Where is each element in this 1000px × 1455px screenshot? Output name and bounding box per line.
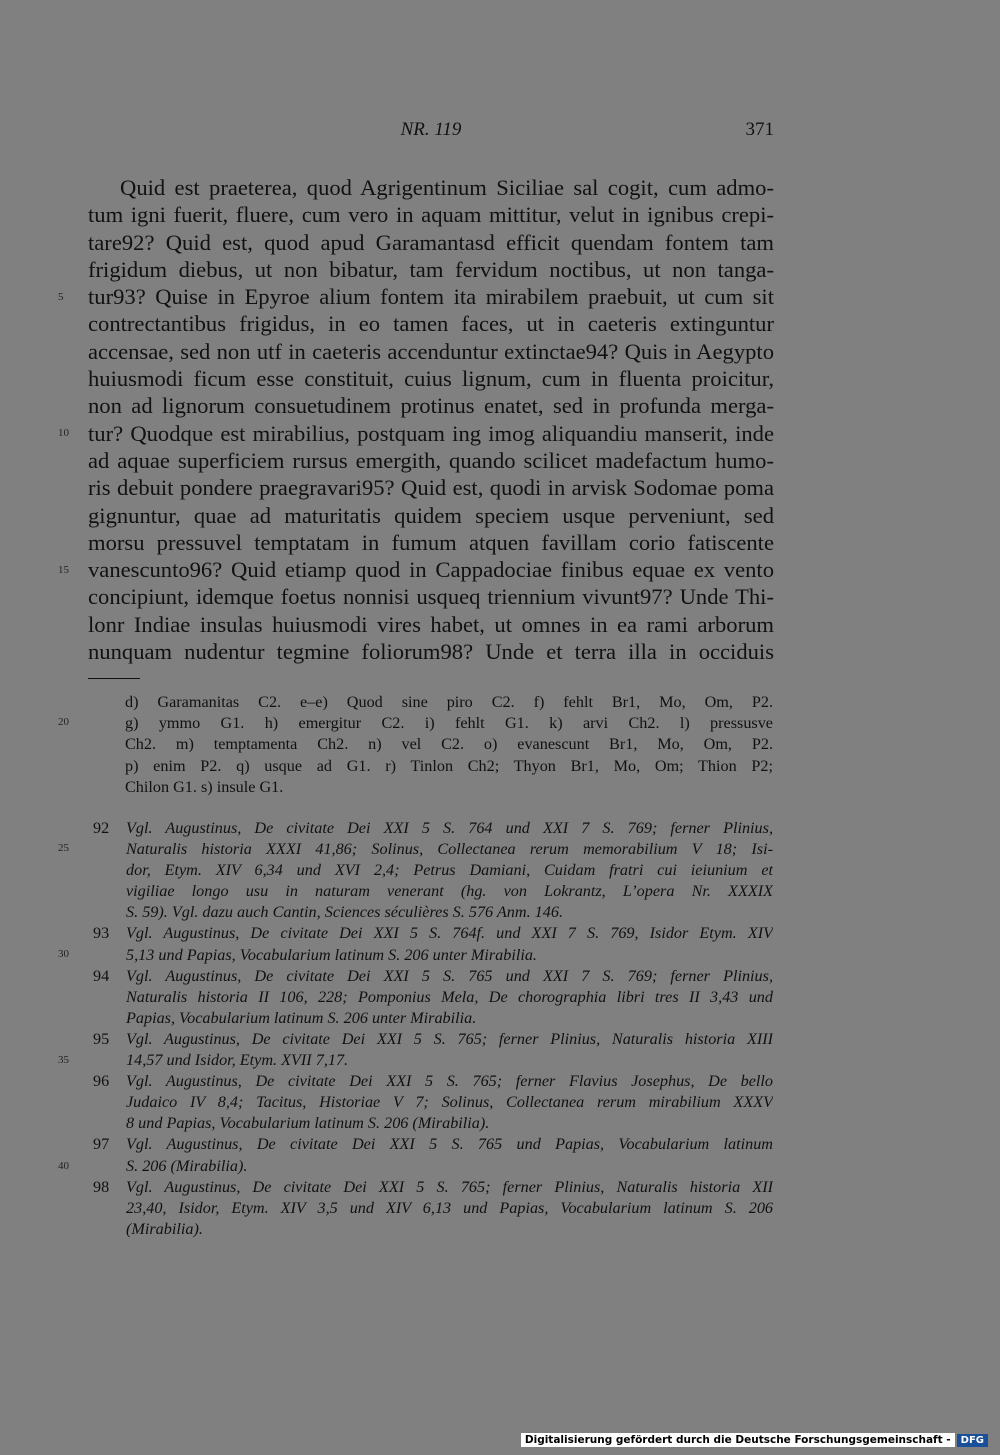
footnote-line: Naturalis historia II 106, 228; Pomponius Mela, De chorographia libri tres II 3,43 und [126, 987, 773, 1006]
text-line: concipiunt, idemque foetus nonnisi usqueq triennium vivunt97? Unde Thi- [88, 584, 774, 610]
footnote-number: 92 [93, 819, 110, 837]
apparatus-line: g) ymmo G1. h) emergitur C2. i) fehlt G1. k) arvi Ch2. l) pressusve [125, 714, 773, 733]
footnotes [93, 818, 773, 1240]
text-line: lonr Indiae insulas huiusmodi vires habet, ut omnes in ea rami arborum [88, 611, 774, 637]
footnote-line: (Mirabilia). [126, 1219, 203, 1238]
text-line: contrectantibus frigidus, in eo tamen faces, ut in caeteris extinguntur [88, 311, 774, 337]
footnote-line: S. 59). Vgl. dazu auch Cantin, Sciences séculières S. 576 Anm. 146. [126, 903, 563, 922]
footnote-line: 93 Vgl. Augustinus, De civitate Dei XXI 5 S. 764f. und XXI 7 S. 769, Isidor Etym. XIV [93, 923, 773, 944]
line-number: 15 [58, 564, 69, 576]
footnote-line: S. 206 (Mirabilia). [126, 1156, 248, 1175]
footnote-line: Judaico IV 8,4; Tacitus, Historiae V 7; Solinus, Collectanea rerum mirabilium XXXV [126, 1093, 773, 1112]
running-title: NR. 119 [400, 119, 462, 140]
text-line: gignuntur, quae ad maturitatis quidem speciem usque perveniunt, sed [88, 502, 774, 528]
digitization-footer [521, 1431, 988, 1449]
footnote-line: 14,57 und Isidor, Etym. XVII 7,17. [126, 1051, 349, 1070]
text-line: accensae, sed non utf in caeteris accenduntur extinctae94? Quis in Aegypto [88, 338, 774, 364]
running-header [88, 119, 774, 143]
footnote-line: 23,40, Isidor, Etym. XIV 3,5 und XIV 6,13 und Papias, Vocabularium latinum S. 206 [126, 1198, 773, 1217]
text-line: tur93? Quise in Epyroe alium fontem ita mirabilem praebuit, ut cum sit [88, 284, 774, 310]
line-number: 40 [58, 1160, 69, 1172]
footnote-number: 95 [93, 1029, 110, 1048]
apparatus-line: Ch2. m) temptamenta Ch2. n) vel C2. o) evanescunt Br1, Mo, Om, P2. [125, 735, 773, 754]
text-line: vanescunto96? Quid etiamp quod in Cappadociae finibus equae ex vento [88, 557, 774, 583]
footnote-line: Papias, Vocabularium latinum S. 206 unter Mirabilia. [126, 1008, 477, 1027]
text-line: huiusmodi ficum esse constituit, cuius lignum, cum in fluenta proicitur, [88, 366, 774, 392]
line-number: 5 [58, 291, 64, 303]
text-line: Quid est praeterea, quod Agrigentinum Siciliae sal cogit, cum admo- [120, 175, 774, 200]
footnote-line: 94 Vgl. Augustinus, De civitate Dei XXI 5 S. 765 und XXI 7 S. 769; ferner Plinius, [93, 966, 773, 987]
line-number: 25 [58, 842, 69, 854]
footer-text: Digitalisierung gefördert durch die Deutsche Forschungsgemeinschaft - [521, 1433, 955, 1447]
apparatus-line: p) enim P2. q) usque ad G1. r) Tinlon Ch2; Thyon Br1, Mo, Om; Thion P2; [125, 756, 773, 775]
text-line: ris debuit pondere praegravari95? Quid est, quodi in arvisk Sodomae poma [88, 475, 774, 501]
text-line: tum igni fuerit, fluere, cum vero in aquam mittitur, velut in ignibus crepi- [88, 202, 774, 228]
footnote-line: 98 Vgl. Augustinus, De civitate Dei XXI 5 S. 765; ferner Plinius, Naturalis historia XII [93, 1177, 773, 1198]
text-line: nunquam nudentur tegmine foliorum98? Unde et terra illa in occiduis [88, 639, 774, 665]
footnote-line: Naturalis historia XXXI 41,86; Solinus, Collectanea rerum memorabilium V 18; Isi- [126, 840, 773, 859]
footnote-line: 8 und Papias, Vocabularium latinum S. 206 (Mirabilia). [126, 1114, 490, 1133]
footnote-number: 93 [93, 924, 110, 943]
line-number: 35 [58, 1054, 69, 1066]
text-line: morsu pressuvel temptatam in fumum atquen favillam corio fatiscente [88, 529, 774, 555]
footnote-number: 94 [93, 966, 110, 985]
footnote-number: 98 [93, 1177, 110, 1196]
footnote-line: vigiliae longo usu in naturam venerant (hg. von Lokrantz, L’opera Nr. XXXIX [126, 882, 773, 901]
text-line: tare92? Quid est, quod apud Garamantasd efficit quendam fontem tam [88, 229, 774, 255]
footnote-number: 97 [93, 1135, 110, 1154]
footnote-line: 95 Vgl. Augustinus, De civitate Dei XXI 5 S. 765; ferner Plinius, Naturalis historia XIII [93, 1029, 773, 1050]
line-number: 20 [58, 716, 69, 728]
apparatus-line: Chilon G1. s) insule G1. [125, 777, 284, 796]
text-line: frigidum diebus, ut non bibatur, tam fervidum noctibus, ut non tanga- [88, 256, 774, 282]
footnote-line: 96 Vgl. Augustinus, De civitate Dei XXI 5 S. 765; ferner Flavius Josephus, De bello [93, 1071, 773, 1092]
text-line: non ad lignorum consuetudinem protinus enatet, sed in profunda merga- [88, 393, 774, 419]
main-text [88, 174, 774, 665]
footnote-line: dor, Etym. XIV 6,34 und XVI 2,4; Petrus Damiani, Cuidam fratri cui ieiunium et [126, 861, 773, 880]
footnote-line: 97 Vgl. Augustinus, De civitate Dei XXI 5 S. 765 und Papias, Vocabularium latinum [93, 1134, 773, 1155]
footnote-line: 5,13 und Papias, Vocabularium latinum S. 206 unter Mirabilia. [126, 945, 537, 964]
line-number: 30 [58, 948, 69, 960]
line-number: 10 [58, 427, 69, 439]
footnote-line: 92 Vgl. Augustinus, De civitate Dei XXI 5 S. 764 und XXI 7 S. 769; ferner Plinius, [93, 818, 773, 839]
page-number: 371 [745, 119, 774, 140]
text-line: tur? Quodque est mirabilius, postquam ing imog aliquandiu manserit, inde [88, 420, 774, 446]
text-line: ad aquae superficiem rursus emergith, quando scilicet madefactum humo- [88, 447, 774, 473]
footnote-number: 96 [93, 1072, 110, 1091]
dfg-logo: DFG [957, 1434, 988, 1447]
apparatus-line: d) Garamanitas C2. e–e) Quod sine piro C2. f) fehlt Br1, Mo, Om, P2. [125, 693, 773, 711]
footnote-separator [88, 678, 140, 679]
critical-apparatus [125, 692, 773, 798]
